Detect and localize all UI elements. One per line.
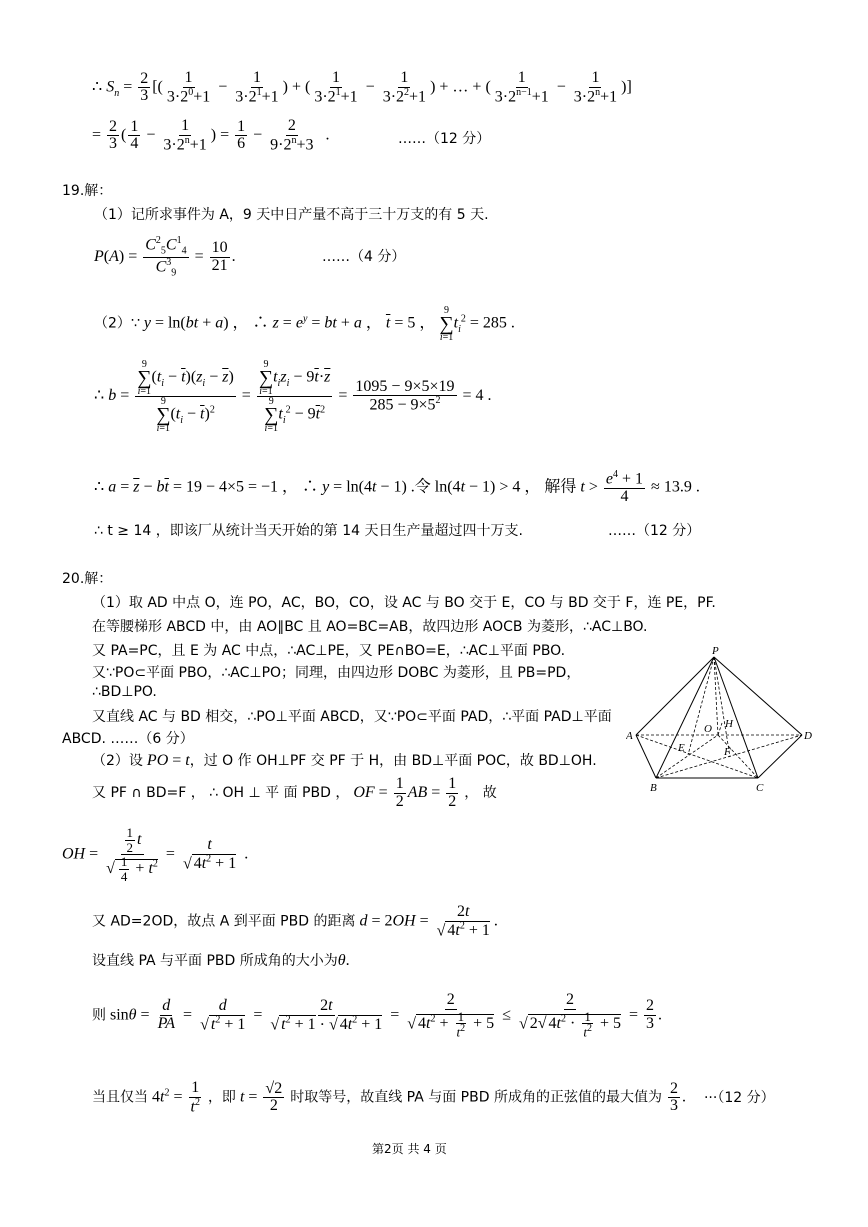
q20-line-8: （2）设 PO = t，过 O 作 OH⊥PF 交 PF 于 H，由 BD⊥平面 POC，故 BD⊥OH.: [92, 752, 597, 769]
q20-line-4: 又∵PO⊂平面 PBO，∴AC⊥PO；同理，由四边形 DOBC 为菱形，且 PB=PD，: [92, 665, 581, 681]
q19-a-line: ∴ $a = \overline{z} - b\overline{t} = 19 - 4\times 5 = -1$ ， ∴ y = ln(4t − 1) .令 ln(4t − 1) > 4 ， 解得 t > $\frac{e^4 + 1}{4}$ ≈ 13.9 .: [94, 469, 700, 506]
label-O: O: [704, 723, 712, 735]
q20-line-9-b: ， 故: [464, 784, 497, 801]
q20-line-5: ∴BD⊥PO.: [92, 684, 157, 700]
q20-heading: 20.解：: [62, 571, 113, 587]
q20-line-8-a: （2）设: [92, 753, 143, 769]
q20-line-9-a: 又 PF ∩ BD=F ， ∴ OH ⊥ 平 面 PBD ，: [92, 784, 350, 801]
label-E: E: [678, 742, 685, 754]
q20-line-1: （1）取 AD 中点 O，连 PO，AC，BO，CO，设 AC 与 BO 交于 E，CO 与 BD 交于 F，连 PE，PF.: [92, 595, 716, 611]
q20-line-2: 在等腰梯形 ABCD 中，由 AO∥BC 且 AO=BC=AB，故四边形 AOCB 为菱形，∴AC⊥BO.: [92, 619, 648, 635]
q20-line-8-b: ，过 O 作 OH⊥PF 交 PF 于 H，由 BD⊥平面 POC，故 BD⊥OH.: [189, 753, 597, 769]
sn-line-2: = $\frac{2}{3}$ ( $\frac{1}{4}$ − $\frac{1}{3\cdot 2^n+1}$ ) = $\frac{1}{6}$ − $\frac{2}{9\cdot 2^n+3}$ .: [92, 117, 330, 154]
q19-score-4: ……（4 分）: [322, 249, 406, 265]
q20-line-11: 设直线 PA 与平面 PBD 所成角的大小为θ.: [92, 952, 350, 969]
q19-part2-intro: （2）∵: [94, 315, 140, 332]
label-B: B: [650, 782, 657, 794]
label-F: F: [724, 746, 731, 758]
label-A: A: [626, 730, 633, 742]
label-D: D: [804, 730, 812, 742]
q20-line-3: 又 PA=PC，且 E 为 AC 中点，∴AC⊥PE，又 PE∩BO=E，∴AC⊥平面 PBO.: [92, 643, 566, 659]
page-footer: 第2页 共 4 页: [372, 1142, 447, 1156]
q20-oh-formula: OH = $\frac{1}{2}$ t √ $\frac{1}{4}$ + $t^2$ = $\frac{t}{√ 4t^2 + 1}$ .: [62, 825, 249, 884]
q20-line-6: 又直线 AC 与 BD 相交，∴PO⊥平面 ABCD，又∵PO⊂平面 PAD，∴平面 PAD⊥平面: [92, 709, 612, 725]
q20-last-line: 当且仅当 $4t^2$ = $\frac{1}{t^2}$ ，即 t = $\frac{√2}{2}$ 时取等号，故直线 PA 与面 PBD 所成角的正弦值的最大值为 $\frac{2}{3}$ . ···（12 分）: [92, 1079, 775, 1116]
q19-score-12: ……（12 分）: [608, 523, 701, 539]
q20-last-b: ，即: [207, 1089, 236, 1106]
label-C: C: [756, 782, 764, 794]
q20-line-9: 又 PF ∩ BD=F ， ∴ OH ⊥ 平 面 PBD ， OF = $\frac{1}{2}$ AB = $\frac{1}{2}$ ， 故: [92, 775, 497, 810]
q20-line-12-a: 则: [92, 1007, 106, 1024]
q20-last-score: ···（12 分）: [703, 1089, 775, 1106]
sn-line-1: ∴ $S_n$ = $\frac{2}{3}$ [( $\frac{1}{3\cdot 2^0+1}$ − $\frac{1}{3\cdot 2^1+1}$ ) + ( $\frac{1}{3\cdot 2^1+1}$ − $\frac{1}{3\cdot 2^2+1}$ ) + … + ( $\frac{1}{3\cdot 2^{n-1}+1}$ − $\frac{1}{3\cdot 2^n+1}$ )]: [92, 69, 632, 106]
q19-heading: 19.解：: [62, 183, 113, 199]
q19-b-formula: ∴ b = 9 ∑ i=1 $(t_i - \overline{t})(z_i - \overline{z})$ 9 ∑ i=1 $(t_i - \overline{t})^2$ = 9 ∑ i=1 $t_iz_i - 9\overline{t}\cdot\overline{z}$ 9 ∑ i=1 $t_i^2 - 9\overline{t}^2$ = $\frac{1095 - 9\times 5\times 19}{285 - 9\times 5^2}$ = 4 .: [94, 359, 492, 434]
q20-sin-formula: 则 sinθ = $\frac{d}{PA}$ = $\frac{d}{√ t^2 + 1}$ = $\frac{2t}{√ t^2 + 1 \cdot √ 4t^2 + 1}$ = 2 √ $4t^2$ + $\frac{1}{t^2}$ + 5 ≤ 2 √ 2√ $4t^2$ · $\frac{1}{t^2}$ + 5 = $\frac{2}{3}$ .: [92, 991, 662, 1040]
q20-line-10-a: 又 AD=2OD，故点 A 到平面 PBD 的距离: [92, 913, 356, 930]
q20-line-7: ABCD. ……（6 分）: [62, 731, 194, 747]
label-P: P: [712, 645, 719, 657]
q20-line-10: 又 AD=2OD，故点 A 到平面 PBD 的距离 d = 2OH = $\frac{2t}{√ 4t^2 + 1}$ .: [92, 903, 498, 940]
score-12-top: ……（12 分）: [398, 131, 491, 147]
q19-part1: （1）记所求事件为 A，9 天中日产量不高于三十万支的有 5 天.: [94, 207, 489, 223]
q19-part2-line: （2）∵ y = ln(bt + a) ， ∴ $z = e^y$ = bt + a ， $\overline{t} = 5$ ， 9 ∑ i=1 $t_i^2 = 285$ .: [94, 305, 515, 343]
q20-last-c: 时取等号，故直线 PA 与面 PBD 所成角的正弦值的最大值为: [290, 1089, 662, 1106]
q19-conclusion: ∴ t ≥ 14 ，即该厂从统计当天开始的第 14 天日生产量超过四十万支.: [94, 523, 523, 539]
q20-last-a: 当且仅当: [92, 1089, 148, 1106]
pyramid-figure: [626, 645, 826, 795]
q19-probability: P(A) = $\frac{C^2_5C^1_4}{C^3_9}$ = $\frac{10}{21}$ .: [94, 235, 236, 279]
label-H: H: [725, 718, 733, 730]
q20-line-11-text: 设直线 PA 与平面 PBD 所成角的大小为: [92, 953, 338, 969]
